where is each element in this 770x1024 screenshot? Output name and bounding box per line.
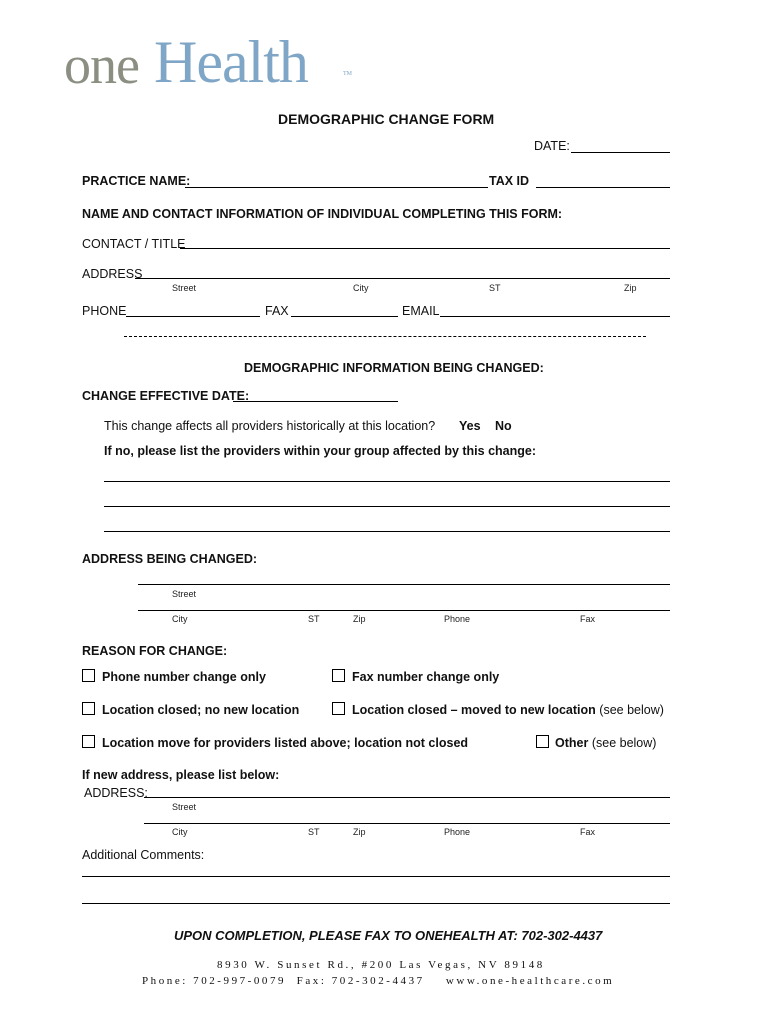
contact-zip-caption: Zip [624,283,637,293]
location-moved-checkbox[interactable] [332,702,345,715]
new-address-st-caption: ST [308,827,320,837]
location-closed-checkbox[interactable] [82,702,95,715]
location-move-providers-checkbox[interactable] [82,735,95,748]
no-option[interactable]: No [495,419,512,433]
phone-change-label: Phone number change only [102,670,266,684]
contact-address-field[interactable] [135,266,670,279]
fax-label: FAX [265,304,289,318]
new-address-fax-caption: Fax [580,827,596,837]
contact-title-field[interactable] [180,236,670,249]
onehealth-logo [64,26,364,96]
form-title: DEMOGRAPHIC CHANGE FORM [278,111,495,127]
list-providers-instruction: If no, please list the providers within your group affected by this change: [104,444,537,458]
new-address-label: If new address, please list below: [82,768,280,782]
provider-line-2[interactable] [104,494,670,507]
address-changed-street-field[interactable] [138,572,670,585]
provider-line-3[interactable] [104,519,670,532]
date-field[interactable] [571,140,670,153]
new-address-city-field[interactable] [144,811,670,824]
effective-date-field[interactable] [233,389,398,402]
practice-name-field[interactable] [185,175,488,188]
contact-section-label: NAME AND CONTACT INFORMATION OF INDIVIDUAL COMPLETING THIS FORM: [82,207,563,221]
footer-contact: Phone: 702-997-0079 Fax: 702-302-4437 www.one-healthcare.com [142,975,615,987]
address-changed-fax-caption: Fax [580,614,596,624]
demographic-section-label: DEMOGRAPHIC INFORMATION BEING CHANGED: [244,361,544,375]
location-moved-label: Location closed – moved to new location [352,703,596,717]
address-changed-street-caption: Street [172,589,197,599]
reason-label: REASON FOR CHANGE: [82,644,228,658]
additional-comments-label: Additional Comments: [82,848,205,862]
new-address-zip-caption: Zip [353,827,366,837]
comments-line-2[interactable] [82,891,670,904]
location-move-providers-label: Location move for providers listed above; location not closed [102,736,469,750]
see-below-note-1: (see below) [599,703,664,717]
other-label: Other [555,736,589,750]
new-address-street-caption: Street [172,802,197,812]
contact-title-label: CONTACT / TITLE [82,237,186,251]
dashed-divider [124,336,646,337]
location-moved-row [352,703,664,717]
address-changed-label: ADDRESS BEING CHANGED: [82,552,258,566]
see-below-note-2: (see below) [591,736,657,750]
historic-question: This change affects all providers historically at this location? [104,419,436,433]
fax-instruction: UPON COMPLETION, PLEASE FAX TO ONEHEALTH AT: 702-302-4437 [174,928,603,943]
practice-name-label: PRACTICE NAME: [82,174,191,188]
address-changed-city-caption: City [172,614,188,624]
date-label: DATE: [534,139,570,153]
address-changed-st-caption: ST [308,614,320,624]
address-changed-zip-caption: Zip [353,614,366,624]
contact-st-caption: ST [489,283,501,293]
provider-line-1[interactable] [104,469,670,482]
phone-label: PHONE [82,304,127,318]
new-address-address-label: ADDRESS: [84,786,148,800]
comments-line-1[interactable] [82,864,670,877]
other-row [555,736,656,750]
tax-id-label: TAX ID [489,174,530,188]
yes-option[interactable]: Yes [459,419,481,433]
phone-field[interactable] [126,304,260,317]
address-changed-phone-caption: Phone [444,614,471,624]
new-address-phone-caption: Phone [444,827,471,837]
location-closed-label: Location closed; no new location [102,703,300,717]
footer-address: 8930 W. Sunset Rd., #200 Las Vegas, NV 89148 [217,959,545,971]
logo-tm: TM [343,71,352,77]
new-address-street-field[interactable] [144,785,670,798]
fax-change-label: Fax number change only [352,670,500,684]
tax-id-field[interactable] [536,175,670,188]
effective-date-label: CHANGE EFFECTIVE DATE: [82,389,250,403]
contact-street-caption: Street [172,283,197,293]
address-changed-city-field[interactable] [138,598,670,611]
fax-change-checkbox[interactable] [332,669,345,682]
logo-one-text: one [64,35,139,95]
email-label: EMAIL [402,304,440,318]
email-field[interactable] [440,304,670,317]
contact-address-label: ADDRESS [82,267,143,281]
contact-city-caption: City [353,283,369,293]
logo-health-text: Health [154,29,308,95]
new-address-city-caption: City [172,827,188,837]
phone-change-checkbox[interactable] [82,669,95,682]
other-checkbox[interactable] [536,735,549,748]
fax-field[interactable] [291,304,398,317]
